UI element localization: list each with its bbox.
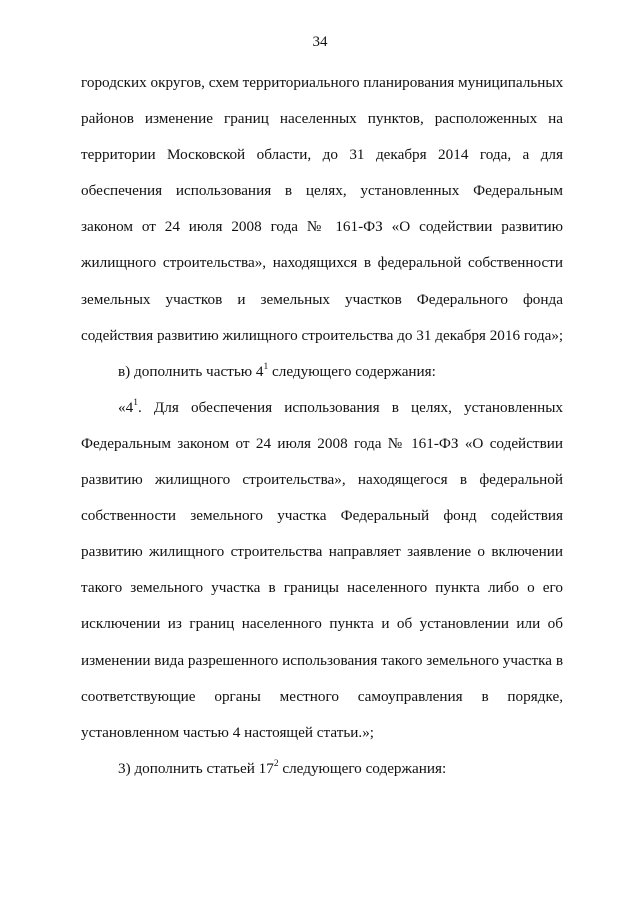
text-line: обеспечения использования в целях, установленных Федеральным bbox=[81, 182, 563, 200]
text-line: соответствующие органы местного самоуправления в порядке, bbox=[81, 687, 563, 705]
text-segment: следующего содержания: bbox=[278, 759, 447, 777]
text-line: изменении вида разрешенного использования такого земельного участка в bbox=[81, 651, 563, 669]
text-segment: в) дополнить частью 4 bbox=[118, 362, 264, 380]
page-number: 34 bbox=[312, 34, 328, 50]
text-line: собственности земельного участка Федеральный фонд содействия bbox=[81, 507, 563, 525]
text-line: Федеральным законом от 24 июля 2008 года № 161-ФЗ «О содействии bbox=[81, 434, 563, 452]
text-line: содействия развитию жилищного строительства до 31 декабря 2016 года»; bbox=[81, 326, 564, 344]
text-line: территории Московской области, до 31 декабря 2014 года, а для bbox=[81, 146, 563, 164]
subparagraph-v bbox=[81, 360, 563, 396]
text-line: такого земельного участка в границы населенного пункта либо о его bbox=[81, 579, 563, 597]
text-line: земельных участков и земельных участков Федерального фонда bbox=[81, 290, 563, 308]
text-line: законом от 24 июля 2008 года № 161-ФЗ «О содействии развитию bbox=[81, 218, 563, 236]
text-segment: . Для обеспечения использования в целях, установленных bbox=[137, 398, 563, 416]
text-line: городских округов, схем территориального планирования муниципальных bbox=[81, 74, 564, 91]
document-body bbox=[81, 71, 563, 793]
text-line: развитию жилищного строительства направляет заявление о включении bbox=[81, 543, 563, 561]
text-line: установленном частью 4 настоящей статьи.»; bbox=[81, 723, 375, 741]
superscript: 2 bbox=[273, 758, 279, 769]
text-segment: 3) дополнить статьей 17 bbox=[118, 759, 274, 777]
text-segment: следующего содержания: bbox=[268, 362, 436, 380]
paragraph-3 bbox=[81, 757, 563, 793]
text-segment: «4 bbox=[118, 398, 134, 416]
superscript: 1 bbox=[263, 361, 269, 372]
superscript: 1 bbox=[133, 397, 138, 408]
text-line: исключении из границ населенного пункта и об установлении или об bbox=[81, 615, 563, 633]
text-line: развитию жилищного строительства», находящегося в федеральной bbox=[81, 471, 563, 489]
text-line: жилищного строительства», находящихся в федеральной собственности bbox=[81, 254, 563, 272]
paragraph-4-1-start bbox=[81, 396, 563, 432]
text-line: районов изменение границ населенных пунктов, расположенных на bbox=[81, 110, 563, 128]
